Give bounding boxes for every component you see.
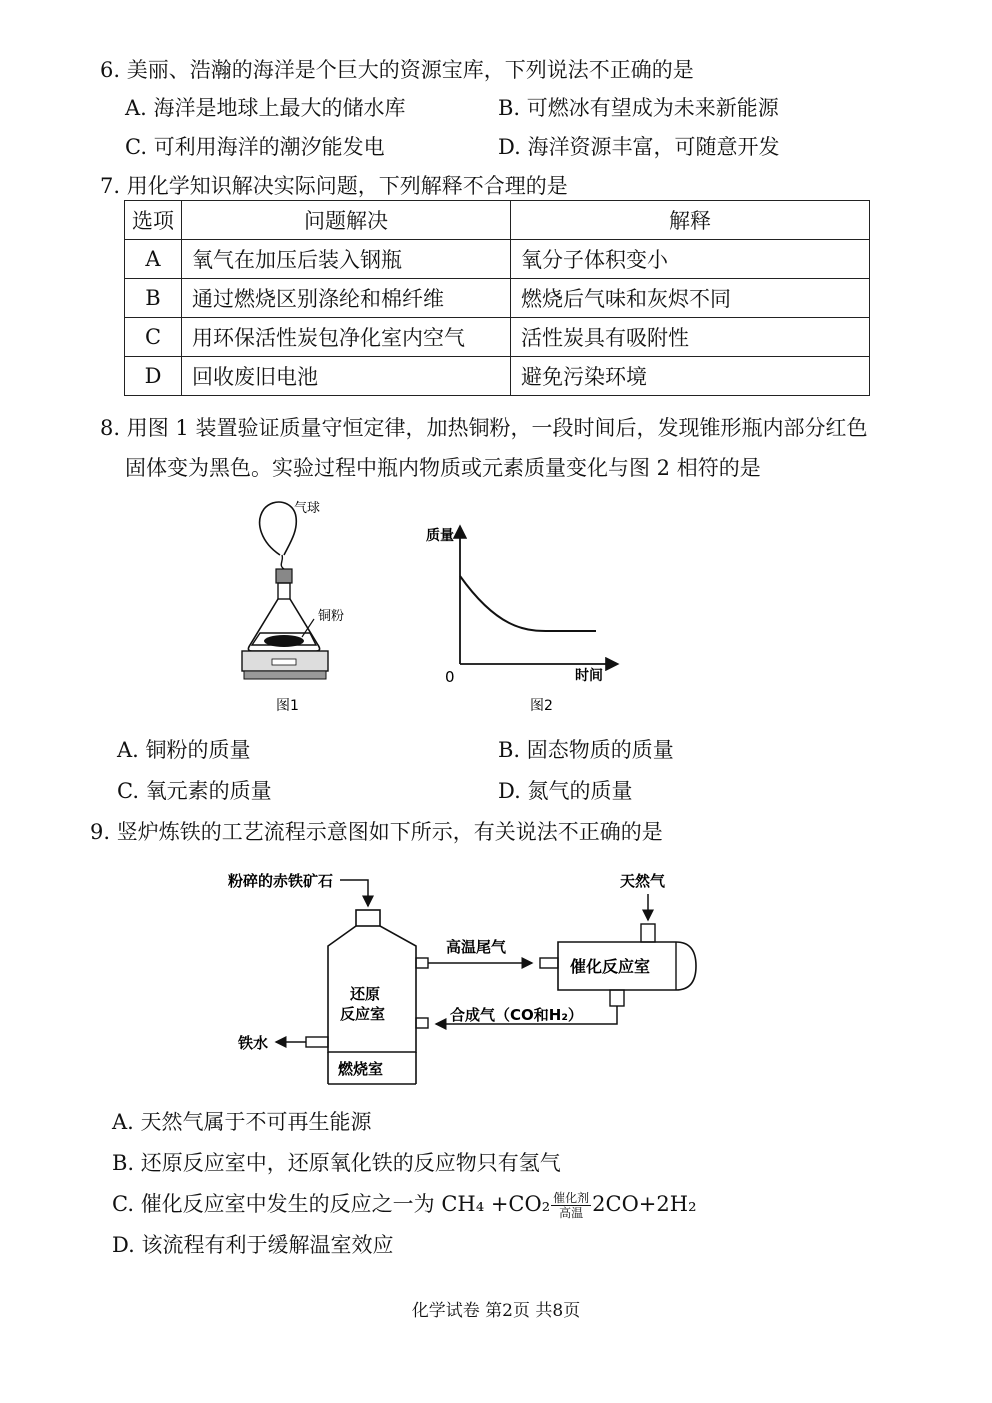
table-header-cell: 问题解决 [182, 201, 511, 240]
tail-gas-label: 高温尾气 [446, 938, 507, 956]
table-cell: A [125, 240, 182, 279]
table-cell: 氧分子体积变小 [511, 240, 870, 279]
syngas-label: 合成气（CO和H₂） [450, 1006, 583, 1024]
q9-option-c: C. 催化反应室中发生的反应之一为 CH₄ +CO₂ $\frac{\text{催化剂}}{\text{高温}}$ 2CO+2H₂ [112, 1191, 697, 1220]
q8-stem-line2: 固体变为黑色。实验过程中瓶内物质或元素质量变化与图 2 相符的是 [125, 456, 761, 480]
table-cell: C [125, 318, 182, 357]
q9-option-d: D. 该流程有利于缓解温室效应 [112, 1233, 394, 1257]
q9-option-b: B. 还原反应室中，还原氧化铁的反应物只有氢气 [112, 1151, 561, 1175]
table-cell: 通过燃烧区别涤纶和棉纤维 [182, 279, 511, 318]
figure1-caption: 图1 [276, 698, 299, 714]
table-cell: 氧气在加压后装入钢瓶 [182, 240, 511, 279]
ore-label: 粉碎的赤铁矿石 [228, 872, 334, 890]
x-axis-label: 时间 [575, 668, 603, 684]
q8-option-a: A. 铜粉的质量 [117, 738, 251, 762]
balloon-shape [260, 502, 297, 555]
figure1-apparatus [232, 495, 362, 720]
natural-gas-label: 天然气 [620, 872, 666, 890]
table-cell: B [125, 279, 182, 318]
copper-label: 铜粉 [318, 609, 345, 624]
balloon-label: 气球 [294, 501, 321, 516]
q9-stem: 9. 竖炉炼铁的工艺流程示意图如下所示，有关说法不正确的是 [90, 820, 663, 844]
figure2-graph [420, 518, 620, 718]
table-header-row [125, 201, 870, 240]
table-cell: 燃烧后气味和灰烬不同 [511, 279, 870, 318]
q8-option-c: C. 氧元素的质量 [117, 779, 272, 803]
q8-option-b: B. 固态物质的质量 [498, 738, 674, 762]
y-axis-label: 质量 [426, 528, 454, 544]
stopper [276, 569, 292, 583]
q6-option-d: D. 海洋资源丰富，可随意开发 [498, 135, 780, 159]
table-cell: 避免污染环境 [511, 357, 870, 396]
table-header-cell: 选项 [125, 201, 182, 240]
q6-stem: 6. 美丽、浩瀚的海洋是个巨大的资源宝库，下列说法不正确的是 [100, 58, 694, 82]
q8-option-d: D. 氮气的质量 [498, 779, 633, 803]
table-row [125, 357, 870, 396]
q6-option-a: A. 海洋是地球上最大的储水库 [125, 96, 406, 120]
table-row [125, 279, 870, 318]
table-cell: 回收废旧电池 [182, 357, 511, 396]
page-footer: 化学试卷 第2页 共8页 [411, 1301, 581, 1321]
q7-stem: 7. 用化学知识解决实际问题，下列解释不合理的是 [100, 174, 568, 198]
mass-curve [460, 576, 596, 631]
table-row [125, 240, 870, 279]
burn-room-label: 燃烧室 [338, 1060, 384, 1078]
table-cell: D [125, 357, 182, 396]
catalyst-room-label: 催化反应室 [570, 957, 651, 976]
furnace-inlet [356, 910, 380, 926]
table-row [125, 318, 870, 357]
table-cell: 用环保活性炭包净化室内空气 [182, 318, 511, 357]
q8-stem-line1: 8. 用图 1 装置验证质量守恒定律，加热铜粉，一段时间后，发现锥形瓶内部分红色 [100, 416, 868, 440]
table-cell: 活性炭具有吸附性 [511, 318, 870, 357]
q9-process-diagram [220, 862, 720, 1092]
table-header-cell: 解释 [511, 201, 870, 240]
q6-option-c: C. 可利用海洋的潮汐能发电 [125, 135, 385, 159]
reduction-room-label-2: 反应室 [340, 1005, 386, 1023]
q7-table [124, 200, 870, 396]
figure2-caption: 图2 [530, 698, 553, 714]
q9-option-a: A. 天然气属于不可再生能源 [112, 1110, 372, 1134]
q6-option-b: B. 可燃冰有望成为未来新能源 [498, 96, 779, 120]
reaction-condition: $\frac{\text{催化剂}}{\text{高温}}$ [553, 1191, 590, 1220]
origin-label: 0 [445, 668, 455, 686]
reduction-room-label-1: 还原 [350, 985, 381, 1003]
molten-iron-label: 铁水 [238, 1034, 269, 1052]
